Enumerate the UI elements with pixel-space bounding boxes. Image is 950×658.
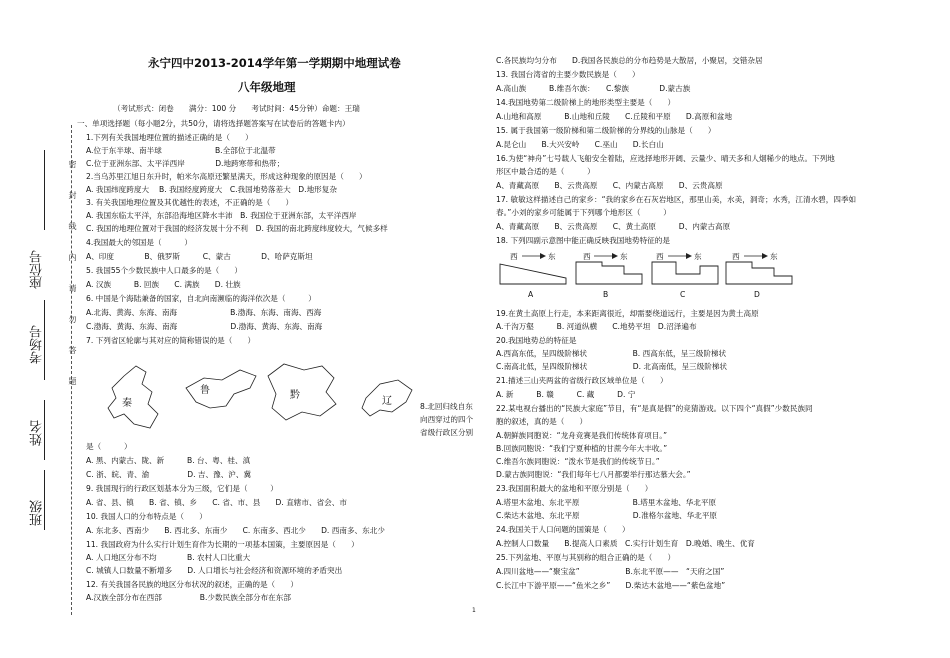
question-line: 10. 我国人口的分布特点是（ ） — [86, 512, 207, 521]
question-line: 8.北回归线自东 — [420, 402, 473, 411]
exam-no-label: 考场号 — [30, 325, 45, 364]
answer-line: A. 省、县、镇 B. 省、镇、乡 C. 省、市、县 D. 直辖市、省会、市 — [86, 498, 347, 507]
question-line: 22.某电视台播出的“民族大家庭”节目，有“是真是假”的竞猜游戏。以下四个“真假”少数民族同 — [496, 404, 813, 413]
shaanxi-outline — [108, 366, 158, 428]
question-line: 25.下列盆地、平原与其别称的组合正确的是（ ） — [496, 553, 676, 562]
question-line: 19.在黄土高原上行走，本来距离很近，却需要绕道远行，主要是因为黄土高原 — [496, 309, 759, 318]
diagram-east-label: 东 — [620, 252, 628, 261]
section-heading: 一、单项选择题（每小题2分，共50分，请将选择题答案写在试卷后的答题卡内） — [77, 119, 350, 128]
question-line: 15. 属于我国第一级阶梯和第二级阶梯的分界线的山脉是（ ） — [496, 126, 716, 135]
answer-line: A.位于东半球、南半球 B.全部位于北温带 — [86, 146, 276, 155]
terrain-diagrams — [496, 246, 796, 306]
exam-title: 永宁四中2013-2014学年第一学期期中地理试卷 — [148, 56, 401, 70]
answer-line: A. 人口地区分布不均 B. 农村人口比重大 — [86, 553, 251, 562]
question-line: 18. 下列四副示意图中能正确反映我国地势特征的是 — [496, 236, 670, 245]
diagram-west-label: 西 — [656, 252, 664, 261]
answer-line: A.塔里木盆地、东北平原 B.塔里木盆地、华北平原 — [496, 498, 717, 507]
seal-char: 内 — [68, 253, 77, 261]
question-line: 2.当乌苏里江旭日东升时，帕米尔高原还繁星满天，形成这种现象的原因是（ ） — [86, 172, 367, 181]
question-line: 23.我国面积最大的盆地和平原分别是（ ） — [496, 484, 653, 493]
answer-line: D.蒙古族同胞说：“我们每年七八月都要举行那达慕大会。” — [496, 470, 691, 479]
diagram-label-a: A — [528, 290, 534, 299]
question-line: 省级行政区分别 — [420, 428, 474, 437]
diagram-label-d: D — [754, 290, 760, 299]
answer-line: C.柴达木盆地、东北平原 D.准格尔盆地、华北平原 — [496, 511, 718, 520]
answer-line: A.高山族 B.维吾尔族： C.黎族 D.蒙古族 — [496, 84, 691, 93]
question-line: 4.我国最大的邻国是（ ） — [86, 238, 192, 247]
question-line: 11. 我国政府为什么实行计划生育作为长期的一项基本国策，主要原因是（ ） — [86, 540, 359, 549]
answer-line: A. 东北多、西南少 B. 西北多、东南少 C. 东南多、西北少 D. 西南多、东北少 — [86, 526, 385, 535]
seal-char: 密 — [68, 160, 77, 168]
seal-char: 题 — [68, 377, 77, 385]
answer-line: C.位于亚洲东部、太平洋西岸 D.地跨寒带和热带； — [86, 159, 285, 168]
province-outlines-figure — [100, 358, 420, 438]
class-label: 班级 — [30, 500, 45, 526]
exam-subtitle: 八年级地理 — [238, 80, 296, 94]
question-line: 是（ ） — [86, 442, 132, 451]
seal-char: 请 — [68, 284, 77, 292]
answer-line: A、印度 B、俄罗斯 C、蒙古 D、哈萨克斯坦 — [86, 252, 313, 261]
answer-line: A、青藏高原 B、云贵高原 C、内蒙古高原 D、云贵高原 — [496, 181, 723, 190]
guizhou-outline — [268, 364, 336, 420]
question-line: 春。”小刘的家乡可能属于下列哪个地形区（ ） — [496, 208, 671, 217]
seal-char: 答 — [68, 346, 77, 354]
diagram-west-label: 西 — [510, 252, 518, 261]
seal-char: 勿 — [68, 315, 77, 323]
diagram-east-label: 东 — [694, 252, 702, 261]
answer-line: B.回族同胞说：“我们宁夏种植的甘蔗今年大丰收。” — [496, 444, 668, 453]
question-line: 24.我国关于人口问题的国策是（ ） — [496, 525, 630, 534]
question-line: 9. 我国现行的行政区划基本分为三级，它们是（ ） — [86, 484, 278, 493]
seat-label: 座位号 — [30, 250, 45, 289]
answer-line: A. 我国东临太平洋，东部沿海地区降水丰沛 B. 我国位于亚洲东部，太平洋西岸 — [86, 211, 357, 220]
question-line: 21.描述三山夹两盆的省级行政区域单位是（ ） — [496, 376, 668, 385]
answer-line: A.朝鲜族同胞说：“龙舟竞赛是我们传统体育项目。” — [496, 431, 668, 440]
answer-line: C.维吾尔族同胞说：“泼水节是我们的传统节日。” — [496, 457, 660, 466]
answer-line: A.四川盆地——“聚宝盆” B.东北平原—— “天府之国” — [496, 567, 725, 576]
answer-line: C. 城镇人口数量不断增多 D. 人口增长与社会经济和资源环境的矛盾突出 — [86, 566, 343, 575]
answer-line: A、青藏高原 B、云贵高原 C、黄土高原 D、内蒙古高原 — [496, 222, 731, 231]
question-line: 1.下列有关我国地理位置的描述正确的是（ ） — [86, 133, 253, 142]
answer-line: A.西高东低，呈四级阶梯状 B. 西高东低，呈三级阶梯状 — [496, 349, 727, 358]
answer-line: A.昆仑山 B.大兴安岭 C.巫山 D.长白山 — [496, 140, 664, 149]
answer-line: A. 我国纬度跨度大 B. 我国经度跨度大 C.我国地势落差大 D.地形复杂 — [86, 185, 337, 194]
province-label: 鲁 — [200, 385, 210, 396]
name-label: 姓名 — [30, 420, 45, 446]
question-line: 16.为使“神舟”七号载人飞船安全着陆，应选择地形开阔、云量少、晴天多和人烟稀少的地点。下列地 — [496, 154, 835, 163]
answer-line: C.渤海、黄海、东海、南海 D.渤海、黄海、东海、南海 — [86, 322, 323, 331]
question-line: 向西穿过的四个 — [420, 415, 474, 424]
shandong-outline — [186, 370, 256, 408]
seat-field-line[interactable] — [44, 150, 45, 230]
page-number: 1 — [472, 607, 476, 614]
province-label: 辽 — [382, 396, 392, 407]
question-line: 20.我国地势总的特征是 — [496, 336, 577, 345]
question-line: 14.我国地势第二级阶梯上的地形类型主要是（ ） — [496, 98, 676, 107]
diagram-label-c: C — [680, 290, 686, 299]
answer-line: A.千沟万壑 B. 河道纵横 C.地势平坦 D.沼泽遍布 — [496, 322, 697, 331]
question-line: 形区中最合适的是（ ） — [496, 167, 595, 176]
answer-line: A. 黑、内蒙古、陇、新 B. 台、粤、桂、滇 — [86, 456, 251, 465]
question-line: 6. 中国是个海陆兼备的国家，自北向南濒临的海洋依次是（ ） — [86, 294, 316, 303]
answer-line: C.长江中下游平原——“鱼米之乡” D.柴达木盆地——“紫色盆地” — [496, 581, 726, 590]
diagram-west-label: 西 — [583, 252, 591, 261]
question-line: 13. 我国台湾省的主要少数民族是（ ） — [496, 70, 640, 79]
answer-line: A. 汉族 B. 回族 C. 满族 D. 壮族 — [86, 280, 241, 289]
question-line: 17. 敏敏这样描述自己的家乡：“我的家乡在石灰岩地区，那里山美，水美，洞奇；水秀，江清水碧，四季如 — [496, 195, 857, 204]
seal-char: 封 — [68, 191, 77, 199]
province-label: 秦 — [122, 398, 132, 409]
question-line: 3. 有关我国地理位置及其优越性的表述，不正确的是（ ） — [86, 198, 294, 207]
exam-info: （考试形式：闭卷 满分：100 分 考试时间：45分钟）命题：王瑞 — [113, 104, 360, 113]
question-line: 12. 有关我国各民族的地区分布状况的叙述，正确的是（ ） — [86, 580, 298, 589]
seal-char: 线 — [68, 222, 77, 230]
question-line: 7. 下列省区轮廓与其对应的简称错误的是（ ） — [86, 336, 256, 345]
answer-line: C. 浙、皖、青、渝 D. 吉、豫、沪、冀 — [86, 470, 252, 479]
diagram-label-b: B — [603, 290, 609, 299]
answer-line: C.南高北低，呈四级阶梯状 D. 北高南低，呈三级阶梯状 — [496, 362, 728, 371]
answer-line: A. 新 B. 赣 C. 藏 D. 宁 — [496, 390, 636, 399]
diagram-east-label: 东 — [548, 252, 556, 261]
answer-line: A.控制人口数量 B.提高人口素质 C.实行计划生育 D.晚婚、晚生、优育 — [496, 539, 755, 548]
answer-line: C. 我国的地理位置对于我国的经济发展十分不利 D. 我国的南北跨度纬度较大，气候多样 — [86, 224, 388, 233]
answer-line: A.北海、黄海、东海、南海 B.渤海、东海、南海、西海 — [86, 308, 322, 317]
province-label: 黔 — [290, 390, 300, 401]
answer-line: C.各民族均匀分布 D.我国各民族总的分布趋势是大散居，小聚居，交错杂居 — [496, 56, 763, 65]
diagram-west-label: 西 — [732, 252, 740, 261]
answer-line: A.山地和高原 B.山地和丘陵 C.丘陵和平原 D.高原和盆地 — [496, 112, 733, 121]
diagram-east-label: 东 — [770, 252, 778, 261]
question-line: 5. 我国55个少数民族中人口最多的是（ ） — [86, 266, 243, 275]
question-line: 胞的叙述，真的是（ ） — [496, 417, 588, 426]
answer-line: A.汉族全部分布在西部 B.少数民族全部分布在东部 — [86, 593, 291, 602]
